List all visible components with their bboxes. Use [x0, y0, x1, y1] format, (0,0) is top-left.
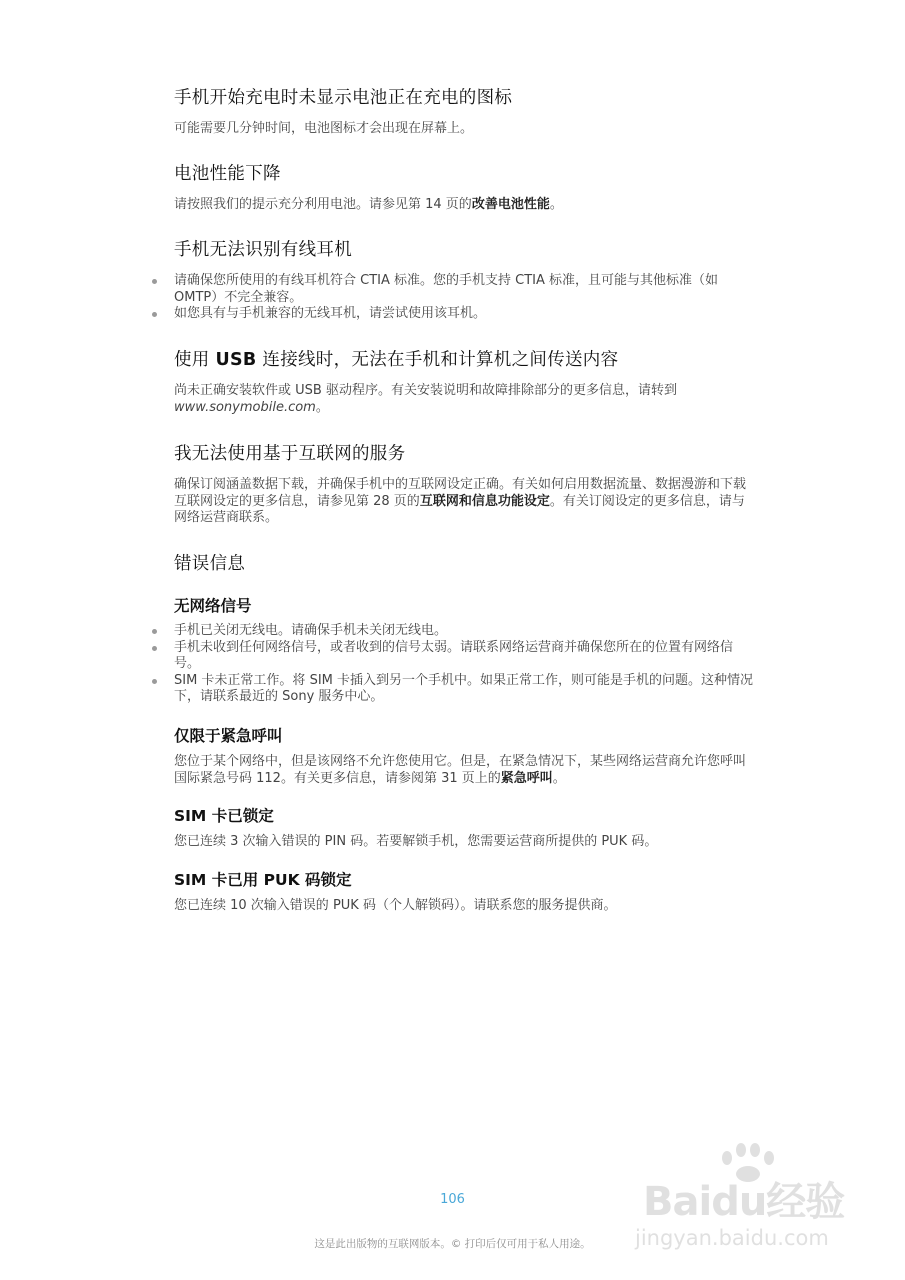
section-internet [174, 440, 754, 527]
section-body: 尚未正确安装软件或 USB 驱动程序。有关安装说明和故障排除部分的更多信息，请转到 www.sonymobile.com。 [174, 383, 677, 415]
section-title: 使用 USB 连接线时，无法在手机和计算机之间传送内容 [174, 350, 619, 370]
list-item: 手机已关闭无线电。请确保手机未关闭无线电。 [174, 623, 754, 640]
website-link[interactable]: www.sonymobile.com [174, 399, 316, 415]
section-body: 可能需要几分钟时间，电池图标才会出现在屏幕上。 [174, 121, 474, 136]
baidu-watermark [635, 1142, 853, 1252]
section-body: 您已连续 10 次输入错误的 PUK 码（个人解锁码）。请联系您的服务提供商。 [174, 898, 617, 913]
cross-reference-link[interactable]: 互联网和信息功能设定 [419, 493, 550, 509]
bullet-list [174, 273, 754, 323]
list-item: 请确保您所使用的有线耳机符合 CTIA 标准。您的手机支持 CTIA 标准，且可能与其他标准（如 OMTP）不完全兼容。 [174, 273, 754, 306]
watermark-url: jingyan.baidu.com [635, 1226, 829, 1250]
list-item: 如您具有与手机兼容的无线耳机，请尝试使用该耳机。 [174, 306, 754, 323]
section-battery-performance [174, 160, 754, 214]
list-item: SIM 卡未正常工作。将 SIM 卡插入到另一个手机中。如果正常工作，则可能是手机的问题。这种情况下，请联系最近的 Sony 服务中心。 [174, 672, 754, 704]
subsection-title: SIM 卡已锁定 [174, 807, 274, 825]
section-body: 确保订阅涵盖数据下载，并确保手机中的互联网设定正确。有关如何启用数据流量、数据漫游和下载互联网设定的更多信息，请参见第 28 页的互联网和信息功能设定。有关订阅设定的更多信息，请与网络运营商联系。 [174, 477, 747, 525]
watermark-logo: Baidu经验 [643, 1179, 845, 1225]
section-title: 我无法使用基于互联网的服务 [174, 444, 406, 464]
section-title: 手机无法识别有线耳机 [174, 240, 352, 260]
bullet-list [174, 623, 754, 706]
subsection-title: SIM 卡已用 PUK 码锁定 [174, 871, 352, 889]
section-usb [174, 346, 754, 416]
section-headset [174, 236, 754, 323]
subsection-puk-locked [174, 868, 754, 915]
page-number: 106 [440, 1192, 465, 1207]
subsection-title: 无网络信号 [174, 597, 252, 615]
section-title: 手机开始充电时未显示电池正在充电的图标 [174, 88, 513, 108]
section-charging-icon [174, 84, 754, 138]
section-body: 您已连续 3 次输入错误的 PIN 码。若要解锁手机，您需要运营商所提供的 PUK 码。 [174, 834, 658, 849]
section-title: 电池性能下降 [174, 164, 281, 184]
page-footer: 这是此出版物的互联网版本。© 打印后仅可用于私人用途。 [314, 1238, 591, 1250]
cross-reference-link[interactable]: 紧急呼叫 [500, 770, 553, 786]
list-item: 手机未收到任何网络信号，或者收到的信号太弱。请联系网络运营商并确保您所在的位置有网络信号。 [174, 640, 754, 673]
section-body: 请按照我们的提示充分利用电池。请参见第 14 页的改善电池性能。 [174, 197, 563, 212]
subsection-title: 仅限于紧急呼叫 [174, 727, 283, 745]
subsection-no-network [174, 594, 754, 706]
cross-reference-link[interactable]: 改善电池性能 [471, 197, 550, 212]
subsection-sim-locked [174, 804, 754, 851]
section-title: 错误信息 [174, 554, 246, 574]
subsection-emergency [174, 724, 754, 787]
section-body: 您位于某个网络中，但是该网络不允许您使用它。但是，在紧急情况下，某些网络运营商允许您呼叫国际紧急号码 112。有关更多信息，请参阅第 31 页上的紧急呼叫。 [174, 754, 747, 786]
section-error-messages [174, 550, 754, 575]
